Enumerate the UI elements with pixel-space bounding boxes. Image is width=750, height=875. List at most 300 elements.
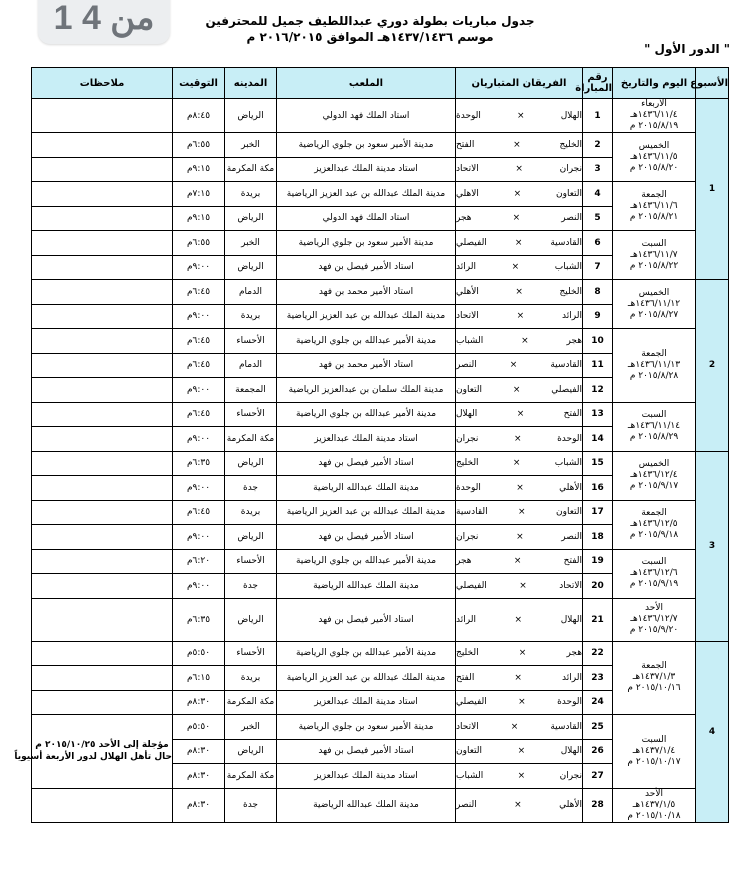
- teams-wrapper: [456, 697, 582, 707]
- match-number: 28: [583, 788, 613, 822]
- kickoff-time: ٥:٥٠م: [173, 715, 225, 740]
- date-greg: ٢٠١٥/٨/٢٠ م: [629, 162, 679, 173]
- city: الرياض: [225, 451, 277, 476]
- kickoff-time: ٦:٥٥م: [173, 231, 225, 256]
- home-team: الأهلي: [559, 800, 582, 810]
- notes-cell: [32, 304, 173, 329]
- match-day-date: [613, 99, 696, 133]
- stadium: مدينة الأمير عبدالله بن جلوي الرياضية: [277, 402, 456, 427]
- stadium: مدينة الملك عبدالله الرياضية: [277, 574, 456, 599]
- city: الرياض: [225, 739, 277, 764]
- table-row: [32, 598, 729, 641]
- away-team: الرائد: [456, 614, 476, 625]
- table-row: [32, 500, 729, 525]
- date-greg: ٢٠١٥/٨/٢٧ م: [629, 309, 679, 320]
- notes-cell: [32, 378, 173, 403]
- match-teams: [456, 427, 583, 452]
- kickoff-time: ٩:٠٠م: [173, 255, 225, 280]
- date-hijri: ١٤٣٦/١٢/٦هـ: [630, 568, 678, 578]
- match-teams: [456, 378, 583, 403]
- page-counter-badge: 1 من 4: [38, 0, 170, 44]
- away-team: الفيصلي: [456, 580, 487, 591]
- home-team: نجران: [559, 770, 582, 781]
- city: مكة المكرمة: [225, 690, 277, 715]
- date-hijri: ١٤٣٦/١٢/٤هـ: [630, 470, 678, 480]
- teams-wrapper: [456, 648, 582, 658]
- match-number: 4: [583, 182, 613, 207]
- date-day: الخميس: [638, 140, 670, 151]
- date-hijri: ١٤٣٦/١١/٥هـ: [630, 151, 678, 162]
- home-team: الهلال: [560, 110, 582, 121]
- match-number: 14: [583, 427, 613, 452]
- notes-cell: [32, 476, 173, 501]
- city: جدة: [225, 788, 277, 822]
- teams-wrapper: [456, 311, 582, 321]
- away-team: الاتحاد: [456, 164, 479, 175]
- table-row: [32, 133, 729, 158]
- date-greg: ٢٠١٥/٨/٢١ م: [629, 211, 679, 222]
- match-number: 16: [583, 476, 613, 501]
- date-day: الخميس: [638, 459, 670, 469]
- stadium: استاد الأمير فيصل بن فهد: [277, 598, 456, 641]
- match-number: 21: [583, 598, 613, 641]
- match-teams: [456, 157, 583, 182]
- table-row: [32, 99, 729, 133]
- date-greg: ٢٠١٥/١٠/١٧ م: [627, 756, 681, 767]
- header-match-number-line2: المباراة: [575, 83, 612, 94]
- date-day: الأحد: [645, 603, 663, 613]
- teams-wrapper: [456, 434, 582, 444]
- teams-wrapper: [456, 532, 582, 542]
- away-team: الاتحاد: [456, 721, 479, 732]
- date-hijri: ١٤٣٦/١١/٧هـ: [630, 249, 678, 260]
- match-number: 23: [583, 666, 613, 691]
- city: الخبر: [225, 715, 277, 740]
- match-day-date: [613, 402, 696, 451]
- home-team: التعاون: [556, 188, 582, 199]
- teams-wrapper: [456, 287, 582, 297]
- notes-cell: [32, 666, 173, 691]
- stadium: استاد الأمير فيصل بن فهد: [277, 525, 456, 550]
- notes-cell: [32, 255, 173, 280]
- teams-wrapper: [456, 140, 582, 150]
- versus-icon: ×: [512, 213, 521, 224]
- city: الأحساء: [225, 402, 277, 427]
- match-day-date: [613, 500, 696, 549]
- schedule-table: [14, 67, 729, 823]
- notes-cell: [32, 182, 173, 207]
- notes-cell: [32, 206, 173, 231]
- match-teams: [456, 788, 583, 822]
- stadium: استاد الملك فهد الدولي: [277, 206, 456, 231]
- stadium: مدينة الأمير سعود بن جلوي الرياضية: [277, 231, 456, 256]
- away-team: نجران: [456, 531, 479, 542]
- match-day-date: [613, 598, 696, 641]
- date-hijri: ١٤٣٦/١١/١٢هـ: [627, 298, 681, 309]
- notes-cell: [32, 525, 173, 550]
- home-team: نجران: [559, 164, 582, 175]
- match-teams: [456, 304, 583, 329]
- home-team: الفتح: [563, 409, 582, 420]
- stadium: مدينة الأمير عبدالله بن جلوي الرياضية: [277, 549, 456, 574]
- date-greg: ٢٠١٥/٩/٢٠ م: [629, 625, 679, 635]
- versus-icon: ×: [512, 458, 521, 469]
- match-teams: [456, 182, 583, 207]
- match-teams: [456, 525, 583, 550]
- kickoff-time: ٦:٣٥م: [173, 451, 225, 476]
- versus-icon: ×: [516, 482, 524, 493]
- table-row: [32, 280, 729, 305]
- date-greg: ٢٠١٥/١٠/١٨ م: [627, 810, 681, 821]
- city: الرياض: [225, 255, 277, 280]
- versus-icon: ×: [517, 770, 526, 781]
- home-team: هجر: [566, 648, 582, 659]
- city: جدة: [225, 574, 277, 599]
- stadium: مدينة الملك سلمان بن عبدالعزيز الرياضية: [277, 378, 456, 403]
- away-team: التعاون: [456, 384, 482, 395]
- date-day: السبت: [641, 238, 667, 249]
- header-match-number: [575, 68, 613, 99]
- stadium: استاد الأمير محمد بن فهد: [277, 353, 456, 378]
- match-teams: [456, 598, 583, 641]
- teams-wrapper: [456, 458, 582, 468]
- versus-icon: ×: [515, 164, 523, 175]
- away-team: هجر: [456, 213, 472, 224]
- table-row: [32, 182, 729, 207]
- teams-wrapper: [456, 722, 582, 732]
- week-number: 2: [696, 280, 729, 452]
- date-day: الجمعة: [641, 661, 667, 672]
- away-team: الهلال: [456, 409, 478, 420]
- city: مكة المكرمة: [225, 764, 277, 789]
- versus-icon: ×: [518, 507, 526, 518]
- header-day-date: اليوم والتاريخ: [613, 68, 696, 99]
- match-day-date: [613, 231, 696, 280]
- city: الأحساء: [225, 549, 277, 574]
- week-number: 4: [696, 641, 729, 822]
- date-greg: ٢٠١٥/٨/٢٩ م: [629, 432, 679, 442]
- city: الدمام: [225, 353, 277, 378]
- stadium: مدينة الأمير عبدالله بن جلوي الرياضية: [277, 641, 456, 666]
- match-teams: [456, 739, 583, 764]
- stadium: استاد مدينة الملك عبدالعزيز: [277, 690, 456, 715]
- kickoff-time: ٩:١٥م: [173, 206, 225, 231]
- match-day-date: [613, 641, 696, 715]
- notes-cell: [32, 598, 173, 641]
- teams-wrapper: [456, 556, 582, 566]
- teams-wrapper: [456, 385, 582, 395]
- stadium: مدينة الملك عبدالله بن عبد العزيز الرياضية: [277, 666, 456, 691]
- away-team: الفتح: [456, 672, 475, 683]
- match-teams: [456, 666, 583, 691]
- notes-cell: [32, 402, 173, 427]
- away-team: هجر: [456, 556, 472, 567]
- date-hijri: ١٤٣٦/١١/٤هـ: [630, 110, 678, 120]
- match-number: 18: [583, 525, 613, 550]
- away-team: الأهلي: [456, 286, 479, 297]
- away-team: الوحدة: [456, 482, 481, 493]
- city: مكة المكرمة: [225, 157, 277, 182]
- versus-icon: ×: [521, 335, 529, 346]
- kickoff-time: ٨:٤٥م: [173, 99, 225, 133]
- match-number: 22: [583, 641, 613, 666]
- home-team: الوحدة: [557, 433, 582, 444]
- home-team: القادسية: [550, 360, 582, 371]
- home-team: الشباب: [554, 262, 582, 273]
- match-day-date: [613, 549, 696, 598]
- teams-wrapper: [456, 360, 582, 370]
- kickoff-time: ٦:٤٥م: [173, 280, 225, 305]
- city: بريدة: [225, 666, 277, 691]
- match-teams: [456, 329, 583, 354]
- versus-icon: ×: [513, 188, 522, 199]
- match-teams: [456, 99, 583, 133]
- stadium: مدينة الملك عبدالله الرياضية: [277, 788, 456, 822]
- match-number: 20: [583, 574, 613, 599]
- notes-cell: [32, 157, 173, 182]
- away-team: الوحدة: [456, 110, 481, 121]
- stadium: مدينة الملك عبدالله بن عبد العزيز الرياضية: [277, 182, 456, 207]
- away-team: التعاون: [456, 746, 483, 757]
- away-team: الفتح: [456, 139, 475, 150]
- away-team: الاتحاد: [456, 311, 479, 322]
- kickoff-time: ٩:٠٠م: [173, 304, 225, 329]
- city: الدمام: [225, 280, 277, 305]
- city: بريدة: [225, 182, 277, 207]
- city: المجمعة: [225, 378, 277, 403]
- match-number: 9: [583, 304, 613, 329]
- date-day: الخميس: [638, 287, 670, 298]
- kickoff-time: ٦:٣٥م: [173, 598, 225, 641]
- match-number: 7: [583, 255, 613, 280]
- notes-cell: [32, 133, 173, 158]
- away-team: القادسية: [456, 507, 488, 518]
- stadium: مدينة الأمير سعود بن جلوي الرياضية: [277, 715, 456, 740]
- date-greg: ٢٠١٥/١٠/١٦ م: [627, 683, 681, 694]
- away-team: النصر: [456, 800, 477, 810]
- match-teams: [456, 231, 583, 256]
- stadium: استاد مدينة الملك عبدالعزيز: [277, 427, 456, 452]
- home-team: هجر: [566, 335, 582, 346]
- notes-cell: [32, 574, 173, 599]
- date-day: الجمعة: [641, 189, 667, 200]
- note-line-2: حال تأهل الهلال لدور الأربعة أسيوياً: [14, 752, 172, 763]
- date-hijri: ١٤٣٦/١١/١٤هـ: [627, 421, 681, 431]
- header-teams: الفريقان المتباريان: [456, 68, 583, 99]
- match-teams: [456, 353, 583, 378]
- home-team: التعاون: [556, 507, 582, 518]
- city: بريدة: [225, 500, 277, 525]
- week-number: 3: [696, 451, 729, 641]
- notes-cell: [32, 329, 173, 354]
- match-number: 26: [583, 739, 613, 764]
- header-city: المدينه: [225, 68, 277, 99]
- match-number: 12: [583, 378, 613, 403]
- home-team: النصر: [561, 531, 582, 542]
- versus-icon: ×: [518, 697, 526, 708]
- kickoff-time: ٥:٥٠م: [173, 641, 225, 666]
- match-number: 10: [583, 329, 613, 354]
- table-row: [32, 549, 729, 574]
- versus-icon: ×: [514, 800, 522, 810]
- stadium: استاد الأمير محمد بن فهد: [277, 280, 456, 305]
- notes-cell: [32, 451, 173, 476]
- match-number: 27: [583, 764, 613, 789]
- stadium: استاد الأمير فيصل بن فهد: [277, 255, 456, 280]
- kickoff-time: ٩:٠٠م: [173, 427, 225, 452]
- home-team: الرائد: [562, 672, 582, 683]
- home-team: الشباب: [554, 458, 582, 469]
- kickoff-time: ٦:٢٠م: [173, 549, 225, 574]
- kickoff-time: ٩:١٥م: [173, 157, 225, 182]
- away-team: الشباب: [456, 770, 484, 781]
- date-hijri: ١٤٣٧/١/٤هـ: [632, 745, 676, 756]
- versus-icon: ×: [516, 531, 524, 542]
- match-teams: [456, 500, 583, 525]
- match-number: 19: [583, 549, 613, 574]
- notes-cell: [32, 353, 173, 378]
- match-day-date: [613, 182, 696, 231]
- notes-cell: [32, 690, 173, 715]
- kickoff-time: ٦:٤٥م: [173, 353, 225, 378]
- versus-icon: ×: [517, 746, 526, 757]
- home-team: الوحدة: [557, 697, 582, 708]
- stadium: استاد الأمير فيصل بن فهد: [277, 739, 456, 764]
- note-line-1: مؤجلة إلى الأحد ٢٠١٥/١٠/٢٥ م: [35, 740, 169, 751]
- header-week: الأسبوع: [696, 68, 729, 99]
- city: الرياض: [225, 99, 277, 133]
- round-label: " الدور الأول ": [644, 42, 730, 56]
- match-teams: [456, 402, 583, 427]
- kickoff-time: ٧:١٥م: [173, 182, 225, 207]
- teams-wrapper: [456, 800, 582, 810]
- home-team: القادسية: [550, 237, 582, 248]
- away-team: الرائد: [456, 262, 476, 273]
- match-number: 5: [583, 206, 613, 231]
- kickoff-time: ٦:١٥م: [173, 666, 225, 691]
- match-number: 3: [583, 157, 613, 182]
- notes-cell: [32, 500, 173, 525]
- date-greg: ٢٠١٥/٨/٢٨ م: [629, 370, 679, 381]
- date-hijri: ١٤٣٧/١/٣هـ: [632, 672, 676, 683]
- notes-cell: [32, 231, 173, 256]
- match-number: 25: [583, 715, 613, 740]
- match-number: 24: [583, 690, 613, 715]
- teams-wrapper: [456, 213, 582, 223]
- table-row: [32, 451, 729, 476]
- match-day-date: [613, 280, 696, 329]
- date-hijri: ١٤٣٦/١١/٦هـ: [630, 200, 678, 211]
- away-team: نجران: [456, 433, 479, 444]
- match-teams: [456, 133, 583, 158]
- match-number: 11: [583, 353, 613, 378]
- kickoff-time: ٩:٠٠م: [173, 525, 225, 550]
- match-day-date: [613, 715, 696, 789]
- home-team: الهلال: [560, 746, 582, 757]
- teams-wrapper: [456, 771, 582, 781]
- teams-wrapper: [456, 111, 582, 121]
- away-team: الاهلي: [456, 188, 479, 199]
- date-day: الجمعة: [641, 348, 667, 359]
- kickoff-time: ٩:٠٠م: [173, 476, 225, 501]
- match-teams: [456, 574, 583, 599]
- date-hijri: ١٤٣٦/١١/١٣هـ: [627, 359, 681, 370]
- teams-wrapper: [456, 507, 582, 517]
- teams-wrapper: [456, 615, 582, 625]
- home-team: الفيصلي: [551, 384, 582, 395]
- match-number: 13: [583, 402, 613, 427]
- versus-icon: ×: [516, 409, 525, 420]
- match-teams: [456, 641, 583, 666]
- match-day-date: [613, 451, 696, 500]
- home-team: الأهلي: [559, 482, 582, 493]
- kickoff-time: ٨:٣٠م: [173, 739, 225, 764]
- match-teams: [456, 280, 583, 305]
- header-time: التوقيت: [173, 68, 225, 99]
- table-row: [32, 329, 729, 354]
- header-notes: ملاحظات: [32, 68, 173, 99]
- city: الخبر: [225, 231, 277, 256]
- match-day-date: [613, 788, 696, 822]
- teams-wrapper: [456, 409, 582, 419]
- table-row: [32, 715, 729, 740]
- stadium: مدينة الأمير عبدالله بن جلوي الرياضية: [277, 329, 456, 354]
- versus-icon: ×: [514, 237, 523, 248]
- table-row: [32, 788, 729, 822]
- city: بريدة: [225, 304, 277, 329]
- home-team: الرائد: [562, 311, 582, 322]
- date-greg: ٢٠١٥/٩/١٩ م: [629, 579, 679, 589]
- notes-cell: [32, 280, 173, 305]
- date-hijri: ١٤٣٦/١٢/٧هـ: [630, 614, 678, 624]
- notes-cell: [32, 427, 173, 452]
- teams-wrapper: [456, 336, 582, 346]
- versus-icon: ×: [513, 433, 522, 444]
- kickoff-time: ٨:٣٠م: [173, 788, 225, 822]
- match-teams: [456, 255, 583, 280]
- date-greg: ٢٠١٥/٩/١٧ م: [629, 481, 679, 491]
- table-row: [32, 641, 729, 666]
- home-team: النصر: [561, 213, 582, 224]
- match-teams: [456, 715, 583, 740]
- versus-icon: ×: [514, 672, 522, 683]
- stadium: مدينة الملك عبدالله بن عبد العزيز الرياضية: [277, 500, 456, 525]
- versus-icon: ×: [513, 556, 522, 567]
- away-team: الفيصلي: [456, 697, 487, 708]
- header-row: [32, 68, 729, 99]
- date-day: السبت: [641, 734, 667, 745]
- kickoff-time: ٩:٠٠م: [173, 574, 225, 599]
- stadium: مدينة الأمير سعود بن جلوي الرياضية: [277, 133, 456, 158]
- date-day: الجمعة: [641, 508, 667, 518]
- city: مكة المكرمة: [225, 427, 277, 452]
- notes-cell: [32, 641, 173, 666]
- season-subtitle: موسم ١٤٣٧/١٤٣٦هـ الموافق ٢٠١٦/٢٠١٥ م: [246, 30, 494, 44]
- versus-icon: ×: [518, 648, 527, 659]
- city: جدة: [225, 476, 277, 501]
- teams-wrapper: [456, 189, 582, 199]
- match-teams: [456, 549, 583, 574]
- city: الرياض: [225, 525, 277, 550]
- versus-icon: ×: [515, 286, 523, 297]
- stadium: استاد مدينة الملك عبدالعزيز: [277, 764, 456, 789]
- page-title: جدول مباريات بطولة دوري عبداللطيف جميل للمحترفين: [205, 14, 535, 28]
- city: الخبر: [225, 133, 277, 158]
- stadium: استاد مدينة الملك عبدالعزيز: [277, 157, 456, 182]
- header-match-number-line1: رقم: [587, 72, 608, 83]
- date-hijri: ١٤٣٦/١٢/٥هـ: [630, 519, 678, 529]
- versus-icon: ×: [509, 360, 518, 371]
